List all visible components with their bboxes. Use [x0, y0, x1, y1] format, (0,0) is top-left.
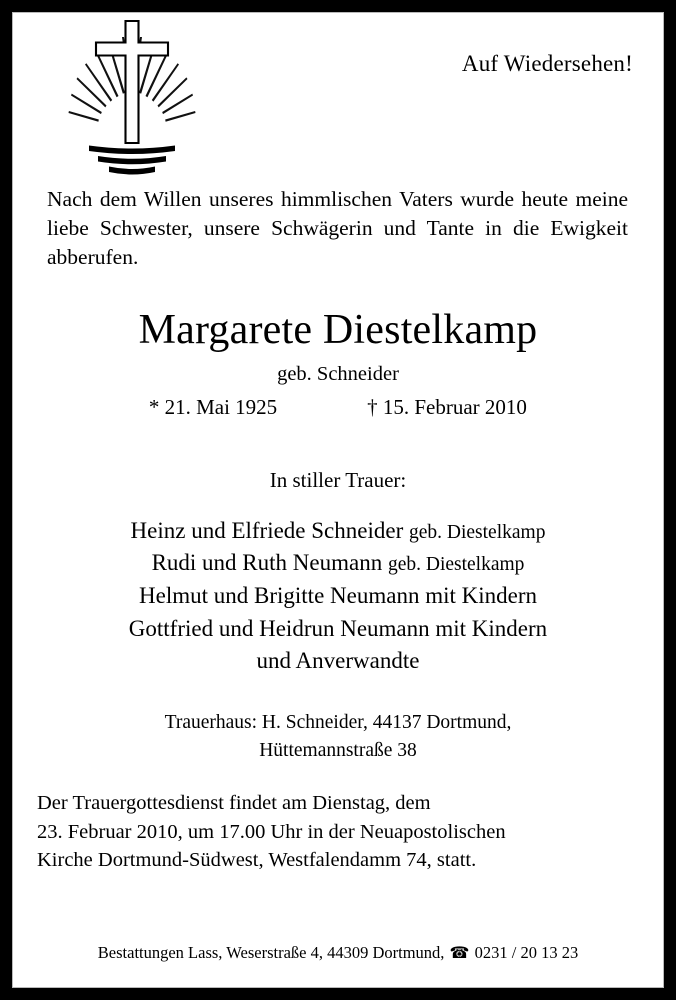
notice-header — [35, 13, 641, 185]
funeral-home-footer — [13, 943, 663, 963]
death-date — [322, 395, 572, 420]
life-dates — [35, 395, 641, 420]
birth-symbol-icon: * — [148, 394, 160, 419]
salutation-heading: Auf Wiedersehen! — [461, 51, 633, 76]
mourner-name: Heinz und Elfriede Schneider — [130, 517, 404, 543]
deceased-maiden-name: geb. Schneider — [277, 362, 399, 385]
mourner-name: und Anverwandte — [256, 648, 420, 674]
funeral-home-address: Bestattungen Lass, Weserstraße 4, 44309 Dortmund, — [97, 943, 445, 962]
death-date-value: 15. Februar 2010 — [382, 394, 527, 419]
mourner-line — [35, 645, 641, 678]
service-line-3: Kirche Dortmund-Südwest, Westfalendamm 74, statt. — [37, 848, 477, 871]
service-line-1: Der Trauergottesdienst findet am Dienstag, dem — [37, 792, 431, 815]
mourning-intro: In stiller Trauer: — [269, 467, 407, 492]
new-apostolic-church-cross-icon — [67, 19, 197, 181]
mourner-line — [35, 515, 641, 548]
deceased-name: Margarete Diestelkamp — [138, 306, 538, 353]
mourners-list — [35, 515, 641, 678]
service-line-2: 23. Februar 2010, um 17.00 Uhr in der Neuapostolischen — [37, 820, 506, 843]
death-dagger-icon: † — [367, 394, 378, 419]
trauerhaus-line-1: Trauerhaus: H. Schneider, 44137 Dortmund, — [164, 712, 512, 734]
mourner-line — [35, 580, 641, 613]
trauerhaus-address — [35, 709, 641, 764]
telephone-icon: ☎ — [449, 945, 470, 962]
deceased-block — [35, 307, 641, 386]
intro-paragraph: Nach dem Willen unseres himmlischen Vaters wurde heute meine liebe Schwester, unsere Schwägerin und Tante in die Ewigkeit abberufen. — [47, 187, 628, 270]
mourner-name: Gottfried und Heidrun Neumann mit Kindern — [128, 615, 548, 641]
funeral-home-phone: 0231 / 20 13 23 — [474, 943, 579, 962]
birth-date — [104, 395, 322, 420]
mourner-line — [35, 547, 641, 580]
mourner-name: Helmut und Brigitte Neumann mit Kindern — [139, 583, 537, 609]
mourner-maiden-suffix: geb. Diestelkamp — [387, 554, 525, 576]
birth-date-value: 21. Mai 1925 — [164, 394, 278, 419]
notice-paper — [12, 12, 664, 988]
mourner-name: Rudi und Ruth Neumann — [151, 550, 383, 576]
mourner-line — [35, 613, 641, 646]
mourner-maiden-suffix: geb. Diestelkamp — [408, 521, 546, 543]
trauerhaus-line-2: Hüttemannstraße 38 — [259, 739, 417, 761]
service-details — [37, 789, 639, 874]
